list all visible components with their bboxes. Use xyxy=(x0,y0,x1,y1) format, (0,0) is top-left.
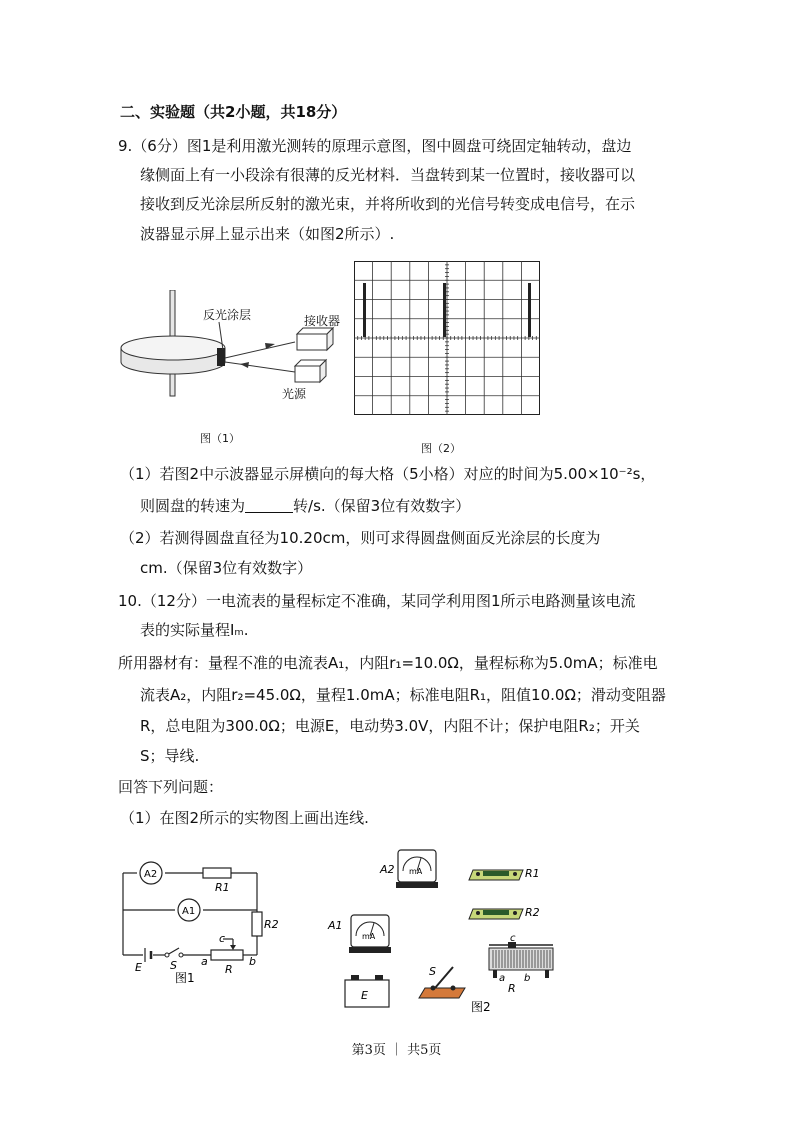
resistor-r1-symbol xyxy=(203,868,231,878)
pulse-2 xyxy=(443,283,446,337)
q9-part1-text-b: 转/s.（保留3位有效数字） xyxy=(293,497,471,515)
switch-device xyxy=(419,967,465,998)
circuit-label-e: E xyxy=(135,961,142,974)
q10-line-1: 10.（12分）一电流表的量程标定不准确，某同学利用图1所示电路测量该电流 xyxy=(118,592,636,610)
equipment-caption: 图2 xyxy=(471,1000,491,1014)
q9-part1-text-a: 则圆盘的转速为 xyxy=(140,497,246,515)
real-label-r2: R2 xyxy=(525,906,540,919)
fig2-caption: 图（2） xyxy=(421,442,461,455)
circuit-diagram xyxy=(115,855,285,985)
real-label-a1: A1 xyxy=(328,919,343,932)
equipment-line-4: S；导线. xyxy=(140,747,200,765)
real-label-c: c xyxy=(510,933,516,944)
answer-blank[interactable] xyxy=(245,497,293,513)
a2-meter-unit: mA xyxy=(409,867,423,876)
ammeter-a1-device xyxy=(349,915,391,953)
equipment-line-1: 所用器材有：量程不准的电流表A₁，内阻r₁=10.0Ω，量程标称为5.0mA；标准电 xyxy=(118,654,658,672)
coating-label: 反光涂层 xyxy=(203,308,252,322)
resistor-r1-device xyxy=(469,870,523,880)
q10-part1: （1）在图2所示的实物图上画出连线. xyxy=(120,809,369,827)
pulse-3 xyxy=(528,283,531,337)
q9-line-4: 波器显示屏上显示出来（如图2所示）. xyxy=(140,225,395,243)
a1-meter-unit: mA xyxy=(362,932,376,941)
page-footer: 第3页 ｜ 共5页 xyxy=(351,1043,442,1058)
q10-line-2: 表的实际量程Iₘ. xyxy=(140,621,249,639)
circuit-label-r1: R1 xyxy=(215,881,230,894)
rheostat-symbol xyxy=(211,950,243,960)
real-label-r1: R1 xyxy=(525,867,540,880)
equipment-line-3: R，总电阻为300.0Ω；电源E，电动势3.0V，内阻不计；保护电阻R₂；开关 xyxy=(140,717,640,735)
circuit-label-a: a xyxy=(201,955,208,968)
light-source-box xyxy=(295,360,326,382)
q9-line-1: 9.（6分）图1是利用激光测转的原理示意图，图中圆盘可绕固定轴转动，盘边 xyxy=(118,137,632,155)
real-label-s: S xyxy=(429,965,436,978)
resistor-r2-symbol xyxy=(252,912,262,936)
oscilloscope-screen xyxy=(354,261,542,417)
equipment-picture xyxy=(325,845,570,1020)
fig1-caption: 图（1） xyxy=(200,432,240,445)
real-label-e: E xyxy=(361,989,368,1002)
section-title: 二、实验题（共2小题，共18分） xyxy=(120,103,347,121)
circuit-label-b: b xyxy=(249,955,256,968)
q9-line-3: 接收到反光涂层所反射的激光束，并将所收到的光信号转变成电信号，在示 xyxy=(140,195,636,213)
real-label-a2: A2 xyxy=(380,863,395,876)
real-label-r: R xyxy=(508,982,516,995)
q9-part1-line-2 xyxy=(140,496,470,516)
equipment-line-2: 流表A₂，内阻r₂=45.0Ω，量程1.0mA；标准电阻R₁，阻值10.0Ω；滑动变阻器 xyxy=(140,686,666,704)
answer-intro: 回答下列问题： xyxy=(118,778,224,796)
q9-part2-line-2: cm.（保留3位有效数字） xyxy=(140,559,313,577)
circuit-label-s: S xyxy=(170,959,177,972)
receiver-label: 接收器 xyxy=(304,314,341,328)
real-label-a: a xyxy=(499,973,506,984)
real-label-b: b xyxy=(524,973,531,984)
circuit-label-r: R xyxy=(225,963,233,976)
pulse-1 xyxy=(363,283,366,337)
ammeter-a2-device xyxy=(396,850,438,888)
circuit-label-c: c xyxy=(219,932,226,945)
circuit-caption: 图1 xyxy=(175,971,195,985)
receiver-box xyxy=(297,328,333,350)
resistor-r2-device xyxy=(469,909,523,919)
circuit-label-a2: A2 xyxy=(144,869,158,880)
circuit-label-a1: A1 xyxy=(182,906,196,917)
q9-line-2: 缘侧面上有一小段涂有很薄的反光材料．当盘转到某一位置时，接收器可以 xyxy=(140,166,636,184)
circuit-label-r2: R2 xyxy=(264,918,279,931)
q9-part2-line-1: （2）若测得圆盘直径为10.20cm，则可求得圆盘侧面反光涂层的长度为 xyxy=(120,529,601,547)
source-label: 光源 xyxy=(282,387,307,401)
q9-part1-line-1: （1）若图2中示波器显示屏横向的每大格（5小格）对应的时间为5.00×10⁻²s， xyxy=(120,465,656,483)
